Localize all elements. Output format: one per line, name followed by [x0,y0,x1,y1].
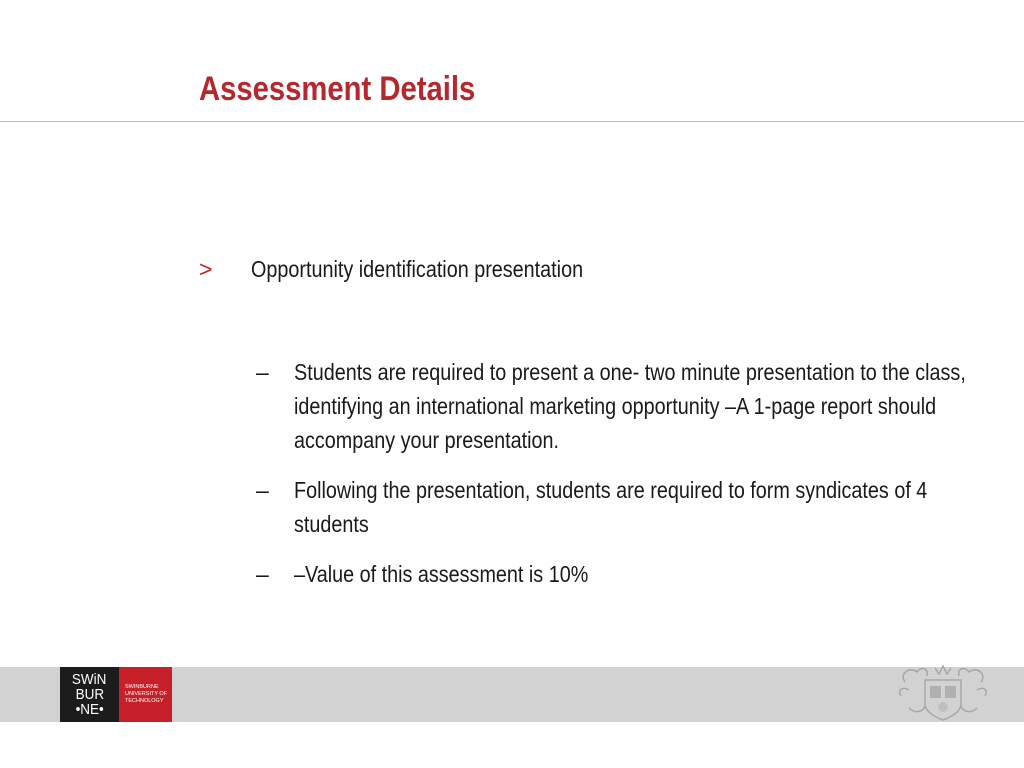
bullet-marker: > [199,256,213,282]
logo-text-line: UNIVERSITY OF [125,691,168,697]
logo-text-line: SWINBURNE [125,684,159,690]
slide-content [199,253,989,607]
swinburne-logo [60,667,172,722]
sub-bullet-list [199,355,989,591]
dash-marker: – [256,477,269,503]
list-item [199,557,989,591]
main-bullet [199,253,989,285]
title-divider [0,121,1024,122]
slide-title: Assessment Details [199,70,476,108]
sub-bullet-text: –Value of this assessment is 10% [294,561,589,587]
logo-mark-line: SWiN [72,671,107,688]
dash-marker: – [256,359,269,385]
main-bullet-text: Opportunity identification presentation [251,256,584,282]
logo-wordmark [119,667,172,722]
logo-mark-line: •NE• [75,701,104,718]
logo-mark-line: BUR [75,686,104,703]
list-item [199,473,989,541]
sub-bullet-text: Students are required to present a one- two minute presentation to the class, identifying an international marketing opportunity –A 1-page report should accompany your presentation. [294,359,966,453]
list-item [199,355,989,457]
university-crest-icon [895,662,991,722]
dash-marker: – [256,561,269,587]
sub-bullet-text: Following the presentation, students are required to form syndicates of 4 students [294,477,928,537]
logo-mark [60,667,119,722]
logo-text-line: TECHNOLOGY [125,698,164,704]
